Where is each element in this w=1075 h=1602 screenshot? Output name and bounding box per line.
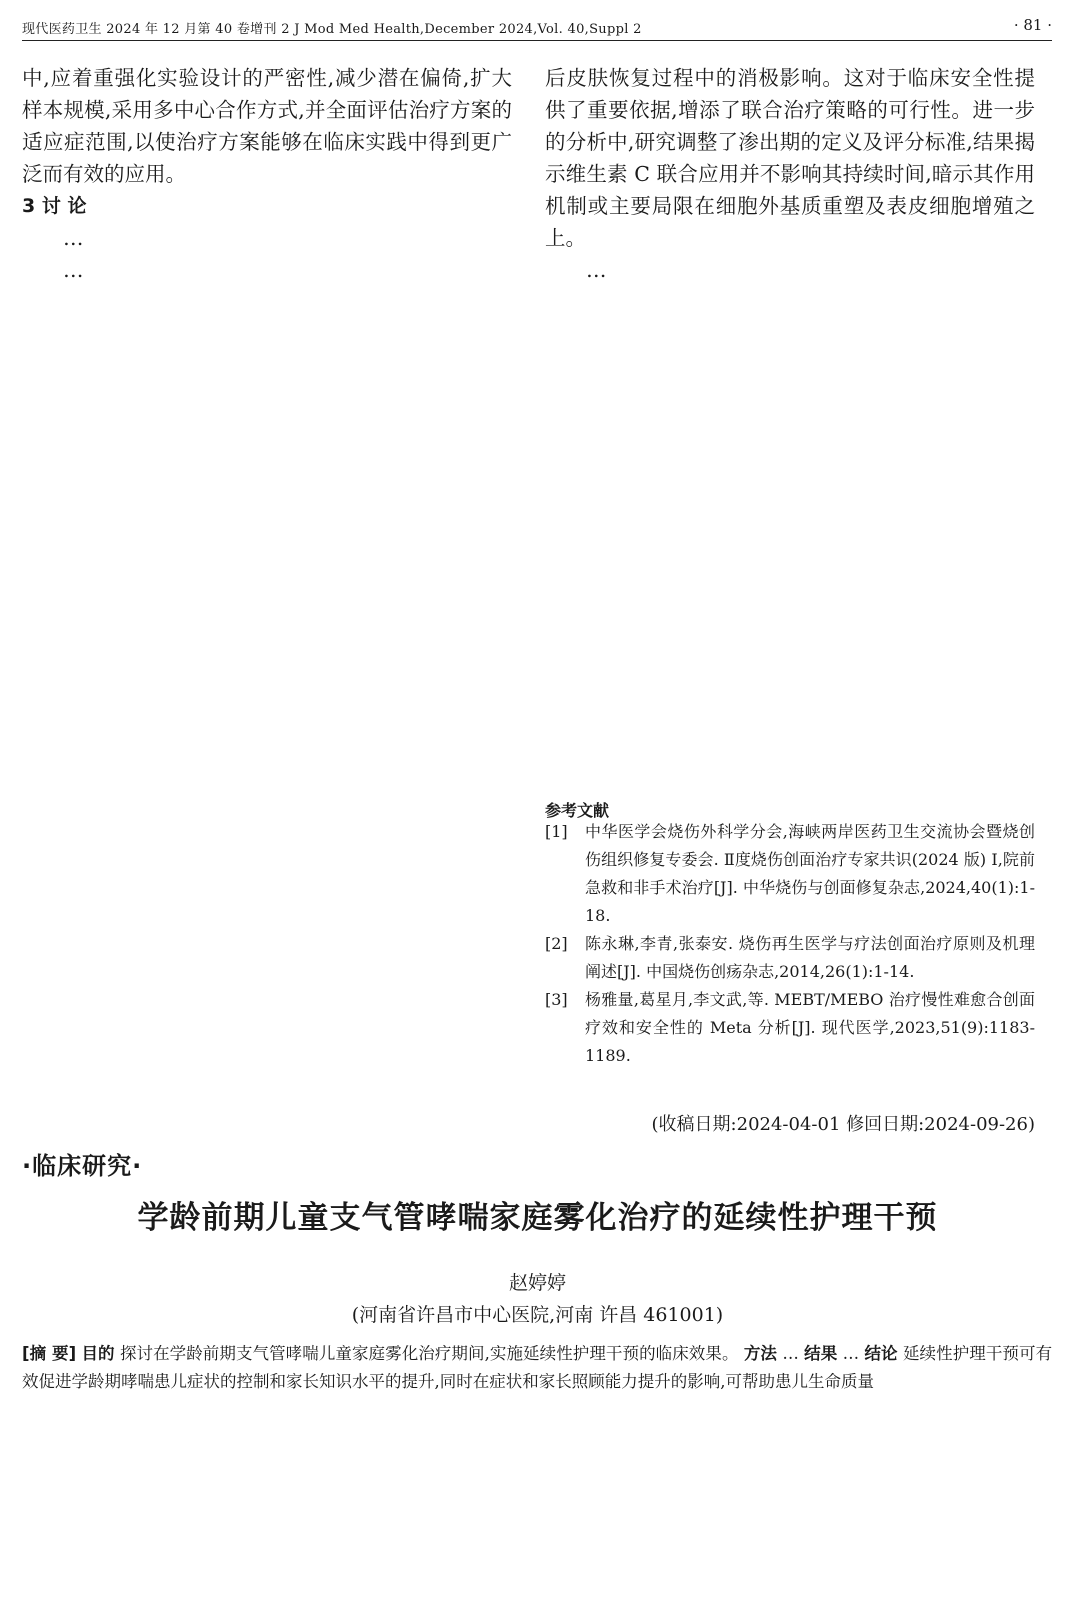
- reference-number: [2]: [545, 934, 568, 953]
- reference-text: 陈永琳,李青,张泰安. 烧伤再生医学与疗法创面治疗原则及机理阐述[J]. 中国烧伤创疡杂志,2014,26(1):1-14.: [585, 934, 1035, 981]
- objective-label: 目的: [81, 1344, 115, 1363]
- reference-item: [545, 930, 1035, 986]
- reference-number: [3]: [545, 990, 568, 1009]
- article-title: 学龄前期儿童支气管哮喘家庭雾化治疗的延续性护理干预: [137, 1200, 938, 1236]
- results-text: …: [842, 1344, 860, 1363]
- received-dates: (收稿日期:2024-04-01 修回日期:2024-09-26): [651, 1114, 1035, 1135]
- reference-text: 杨雅量,葛星月,李文武,等. MEBT/MEBO 治疗慢性难愈合创面疗效和安全性的 Meta 分析[J]. 现代医学,2023,51(9):1183-1189.: [585, 990, 1035, 1065]
- results-label: 结果: [804, 1344, 838, 1363]
- paragraph: …: [63, 226, 84, 250]
- methods-text: …: [782, 1344, 799, 1363]
- reference-text: 中华医学会烧伤外科学分会,海峡两岸医药卫生交流协会暨烧创伤组织修复专委会. Ⅱ度烧伤创面治疗专家共识(2024 版) Ⅰ,院前急救和非手术治疗[J]. 中华烧伤与创面修复杂志,2024,40(1):1-18.: [585, 822, 1035, 925]
- left-column: [22, 62, 512, 286]
- reference-item: [545, 986, 1035, 1070]
- methods-label: 方法: [743, 1344, 778, 1363]
- paragraph: …: [586, 258, 607, 282]
- conclusion-text: 延续性护理干预可有效促进学龄期哮喘患儿症状的控制和家长知识水平的提升,同时在症状和家长照顾能力提升的影响,可帮助患儿生命质量: [22, 1344, 1053, 1391]
- conclusion-label: 结论: [864, 1344, 898, 1363]
- paragraph: 中,应着重强化实验设计的严密性,减少潜在偏倚,扩大样本规模,采用多中心合作方式,并全面评估治疗方案的适应症范围,以使治疗方案能够在临床实践中得到更广泛而有效的应用。: [22, 66, 512, 186]
- reference-item: [545, 818, 1035, 930]
- paragraph: …: [63, 258, 84, 282]
- reference-number: [1]: [545, 822, 568, 841]
- page-number: · 81 ·: [1013, 16, 1052, 34]
- running-header: [22, 14, 1052, 41]
- reference-list: [545, 818, 1035, 1070]
- journal-citation: 现代医药卫生 2024 年 12 月第 40 卷增刊 2 J Mod Med Health,December 2024,Vol. 40,Suppl 2: [22, 22, 642, 37]
- objective-text: 探讨在学龄前期支气管哮喘儿童家庭雾化治疗期间,实施延续性护理干预的临床效果。: [119, 1344, 739, 1363]
- author-name: 赵婷婷: [508, 1272, 566, 1294]
- author-affiliation: (河南省许昌市中心医院,河南 许昌 461001): [351, 1304, 724, 1326]
- section-tag: ·临床研究·: [22, 1152, 143, 1180]
- right-column: [545, 62, 1035, 286]
- section-heading-discussion: 3 讨 论: [22, 195, 87, 217]
- paragraph: 后皮肤恢复过程中的消极影响。这对于临床安全性提供了重要依据,增添了联合治疗策略的可行性。进一步的分析中,研究调整了渗出期的定义及评分标准,结果揭示维生素 C 联合应用并不影响其持续时间,暗示其作用机制或主要局限在细胞外基质重塑及表皮细胞增殖之上。: [545, 66, 1035, 250]
- abstract-label: [摘 要]: [22, 1344, 77, 1363]
- abstract: [22, 1340, 1052, 1395]
- references-heading: 参考文献: [545, 801, 610, 820]
